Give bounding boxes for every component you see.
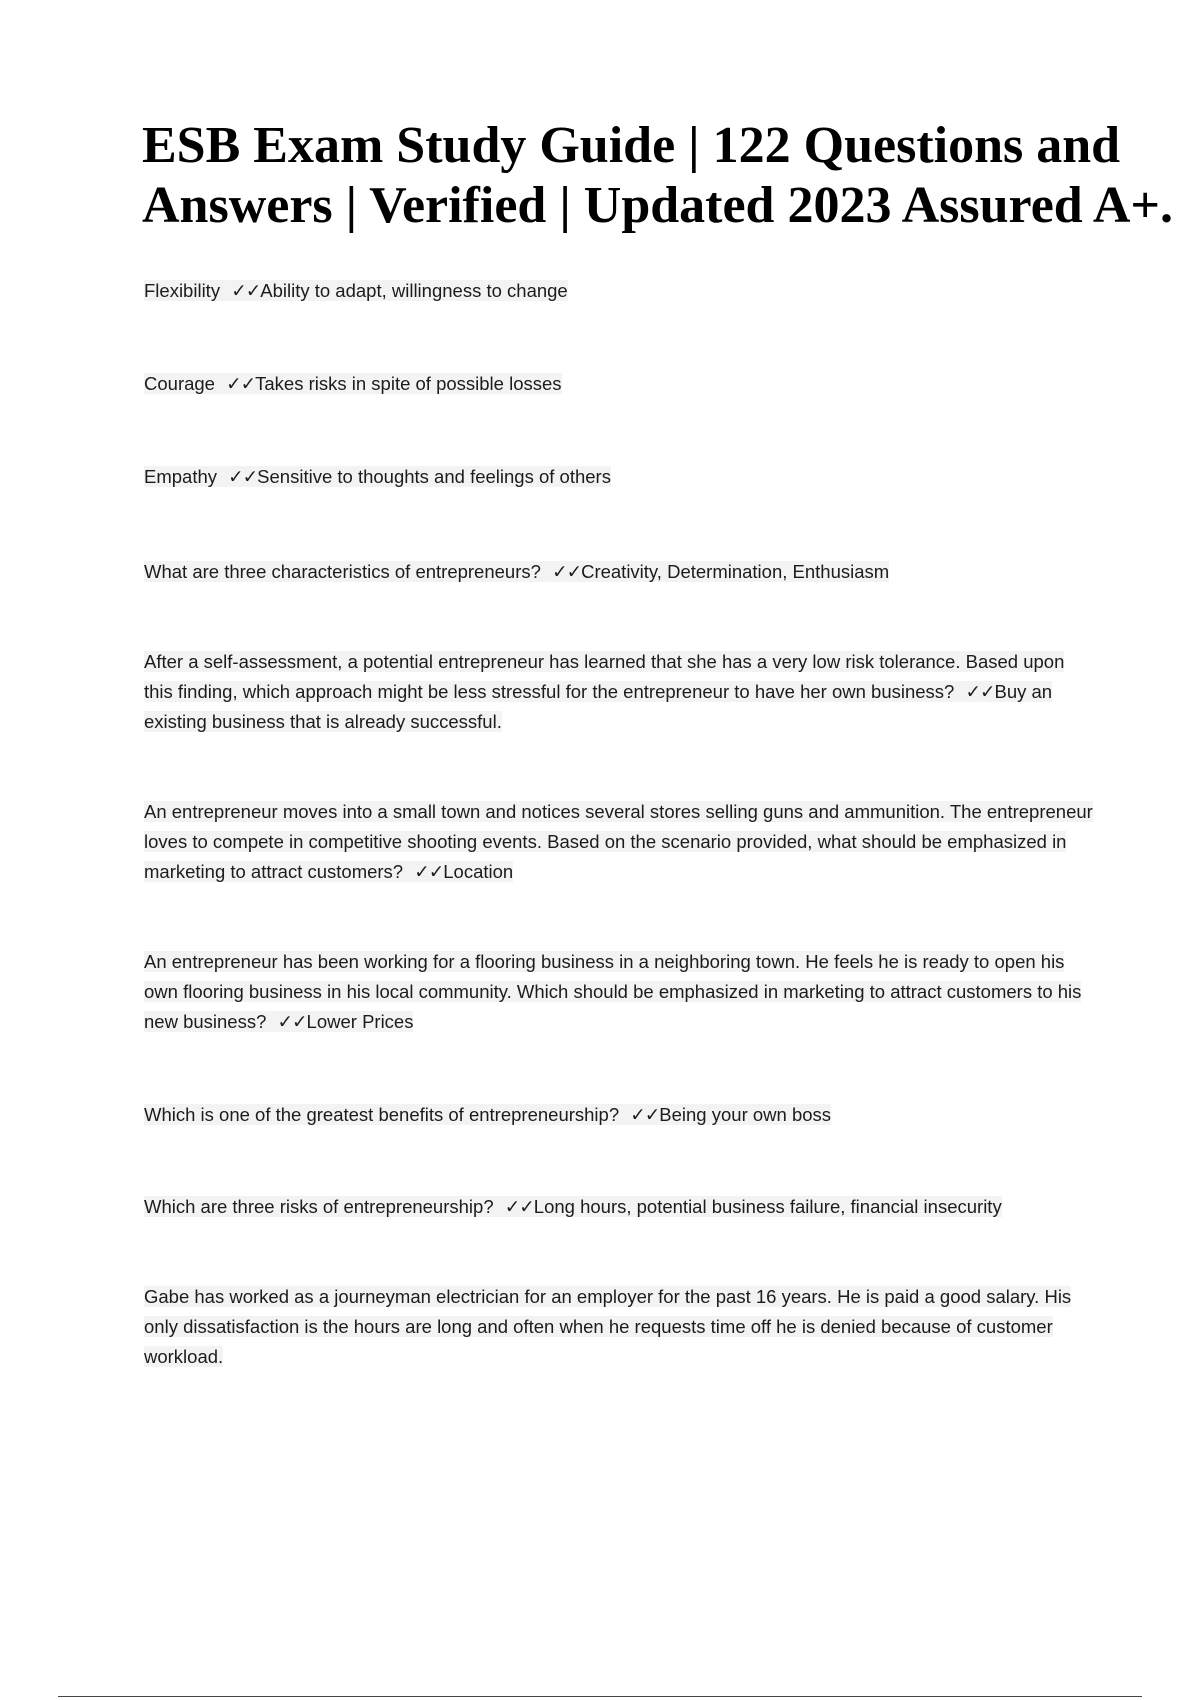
qa-list bbox=[144, 276, 1094, 1372]
double-check-icon: ✓✓ bbox=[552, 561, 582, 582]
answer-text: Sensitive to thoughts and feelings of others bbox=[257, 466, 611, 487]
question-text: An entrepreneur moves into a small town and notices several stores selling guns and ammunition. The entrepreneur loves to compete in competitive shooting events. Based on the scenario provided, what should be emphasized in marketing to attract customers? bbox=[144, 801, 1093, 882]
question-text: Courage bbox=[144, 373, 221, 394]
qa-item bbox=[144, 1192, 1094, 1222]
qa-item bbox=[144, 276, 1094, 306]
question-text: Which is one of the greatest benefits of entrepreneurship? bbox=[144, 1104, 625, 1125]
answer-text: Creativity, Determination, Enthusiasm bbox=[581, 561, 890, 582]
page-title: ESB Exam Study Guide | 122 Questions and Answers | Verified | Updated 2023 Assured A+. bbox=[142, 117, 1174, 234]
qa-item bbox=[144, 369, 1094, 399]
double-check-icon: ✓✓ bbox=[630, 1104, 660, 1125]
answer-text: Location bbox=[443, 861, 514, 882]
qa-item bbox=[144, 462, 1094, 492]
double-check-icon: ✓✓ bbox=[414, 861, 444, 882]
double-check-icon: ✓✓ bbox=[504, 1196, 534, 1217]
answer-text: Being your own boss bbox=[659, 1104, 832, 1125]
double-check-icon: ✓✓ bbox=[231, 280, 261, 301]
qa-item bbox=[144, 1100, 1094, 1130]
answer-text: Long hours, potential business failure, financial insecurity bbox=[533, 1196, 1002, 1217]
answer-text: Takes risks in spite of possible losses bbox=[255, 373, 562, 394]
qa-item bbox=[144, 797, 1094, 887]
qa-item bbox=[144, 647, 1094, 737]
question-text: After a self-assessment, a potential entrepreneur has learned that she has a very low risk tolerance. Based upon this finding, which approach might be less stressful for the entrepreneur to have her own business? bbox=[144, 651, 1065, 702]
qa-item bbox=[144, 947, 1094, 1037]
question-text: An entrepreneur has been working for a flooring business in a neighboring town. He feels he is ready to open his own flooring business in his local community. Which should be emphasized in marketing to attract customers to his new business? bbox=[144, 951, 1082, 1032]
question-text: What are three characteristics of entrepreneurs? bbox=[144, 561, 547, 582]
answer-text: Ability to adapt, willingness to change bbox=[260, 280, 568, 301]
double-check-icon: ✓✓ bbox=[965, 681, 995, 702]
answer-text: Lower Prices bbox=[306, 1011, 414, 1032]
question-text: Gabe has worked as a journeyman electrician for an employer for the past 16 years. He is paid a good salary. His only dissatisfaction is the hours are long and often when he requests time off he is denied because of customer workload. bbox=[144, 1286, 1072, 1367]
question-text: Flexibility bbox=[144, 280, 226, 301]
question-text: Empathy bbox=[144, 466, 223, 487]
double-check-icon: ✓✓ bbox=[228, 466, 258, 487]
qa-item bbox=[144, 1282, 1094, 1372]
double-check-icon: ✓✓ bbox=[226, 373, 256, 394]
qa-item bbox=[144, 557, 1094, 587]
footer-divider bbox=[58, 1696, 1142, 1697]
answer-text: Buy an existing business that is already successful. bbox=[144, 681, 1053, 732]
double-check-icon: ✓✓ bbox=[277, 1011, 307, 1032]
question-text: Which are three risks of entrepreneurship? bbox=[144, 1196, 499, 1217]
